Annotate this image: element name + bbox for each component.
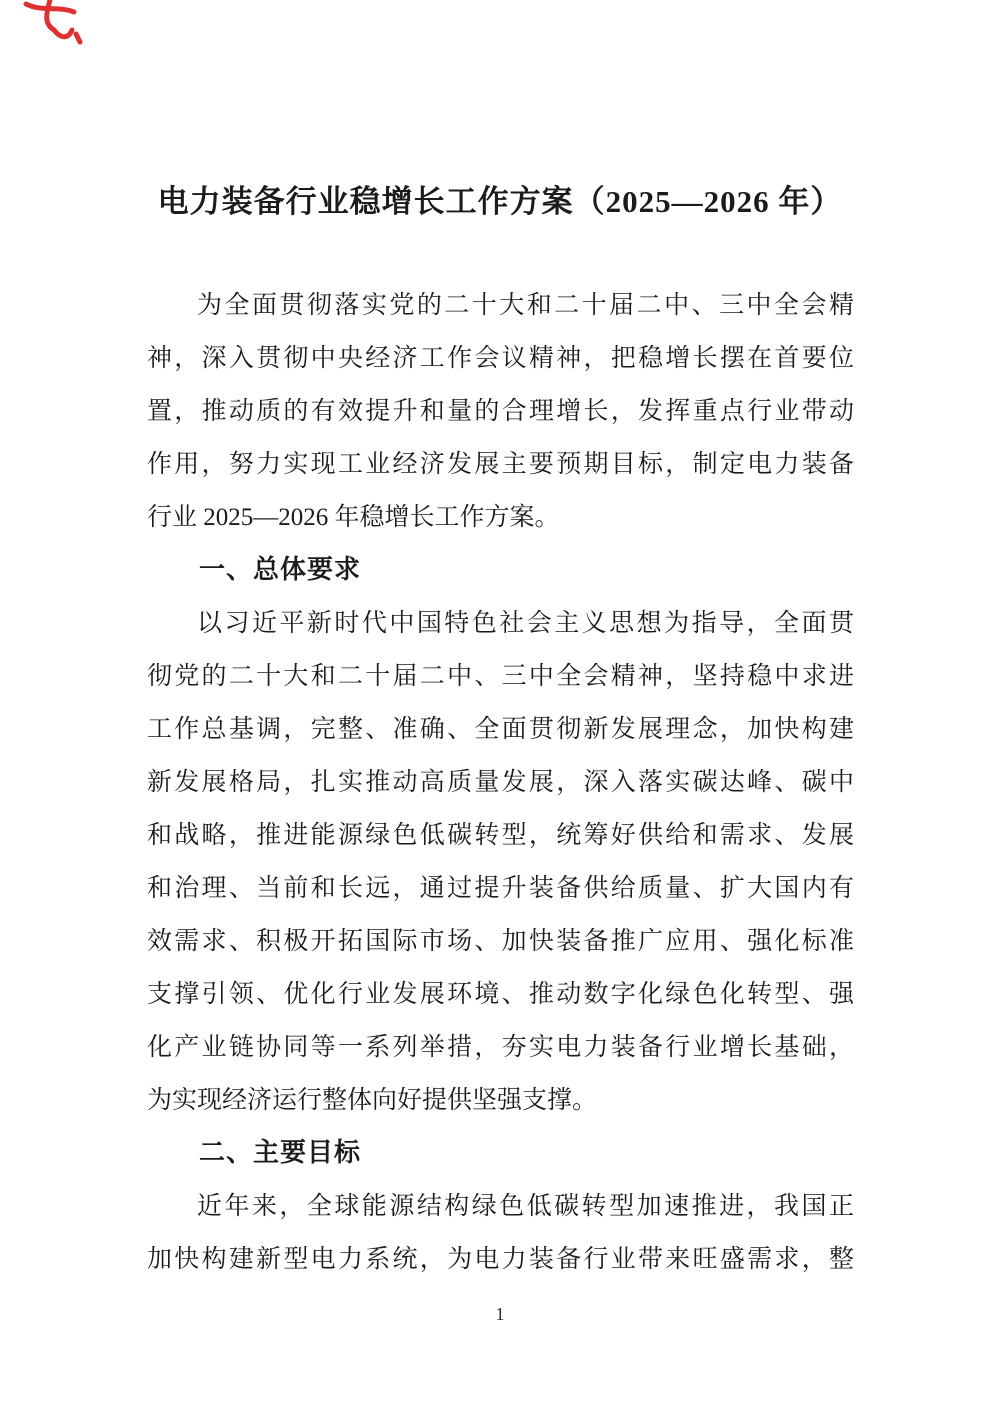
paragraph-3-line: 加快构建新型电力系统，为电力装备行业带来旺盛需求，整 — [147, 1246, 854, 1273]
paragraph-2-line: 新发展格局，扎实推动高质量发展，深入落实碳达峰、碳中 — [147, 769, 854, 796]
paragraph-2-line: 为实现经济运行整体向好提供坚强支撑。 — [147, 1087, 598, 1114]
paragraph-2-line: 工作总基调，完整、准确、全面贯彻新发展理念，加快构建 — [147, 716, 854, 743]
paragraph-1-line: 作用，努力实现工业经济发展主要预期目标，制定电力装备 — [147, 451, 854, 478]
paragraph-2-line: 和治理、当前和长远，通过提升装备供给质量、扩大国内有 — [147, 875, 854, 902]
red-pen-mark-icon — [16, 0, 116, 52]
page-number: 1 — [495, 1304, 505, 1324]
section-heading-1: 一、总体要求 — [199, 555, 362, 585]
paragraph-2-line: 彻党的二十大和二十届二中、三中全会精神，坚持稳中求进 — [147, 663, 854, 690]
paragraph-1-line: 为全面贯彻落实党的二十大和二十届二中、三中全会精 — [197, 292, 854, 319]
section-heading-2: 二、主要目标 — [199, 1138, 362, 1168]
paragraph-2-line: 以习近平新时代中国特色社会主义思想为指导，全面贯 — [197, 610, 854, 637]
paragraph-1-line: 置，推动质的有效提升和量的合理增长，发挥重点行业带动 — [147, 398, 854, 425]
paragraph-2-line: 化产业链协同等一系列举措，夯实电力装备行业增长基础， — [147, 1034, 854, 1061]
document-title: 电力装备行业稳增长工作方案（2025—2026 年） — [157, 184, 843, 219]
paragraph-3-line: 近年来，全球能源结构绿色低碳转型加速推进，我国正 — [197, 1193, 854, 1220]
paragraph-2-line: 和战略，推进能源绿色低碳转型，统筹好供给和需求、发展 — [147, 822, 854, 849]
paragraph-2-line: 支撑引领、优化行业发展环境、推动数字化绿色化转型、强 — [147, 981, 854, 1008]
document-body — [147, 279, 854, 1286]
paragraph-1-line: 行业 2025—2026 年稳增长工作方案。 — [147, 504, 560, 531]
paragraph-1-line: 神，深入贯彻中央经济工作会议精神，把稳增长摆在首要位 — [147, 345, 854, 372]
paragraph-2-line: 效需求、积极开拓国际市场、加快装备推广应用、强化标准 — [147, 928, 854, 955]
